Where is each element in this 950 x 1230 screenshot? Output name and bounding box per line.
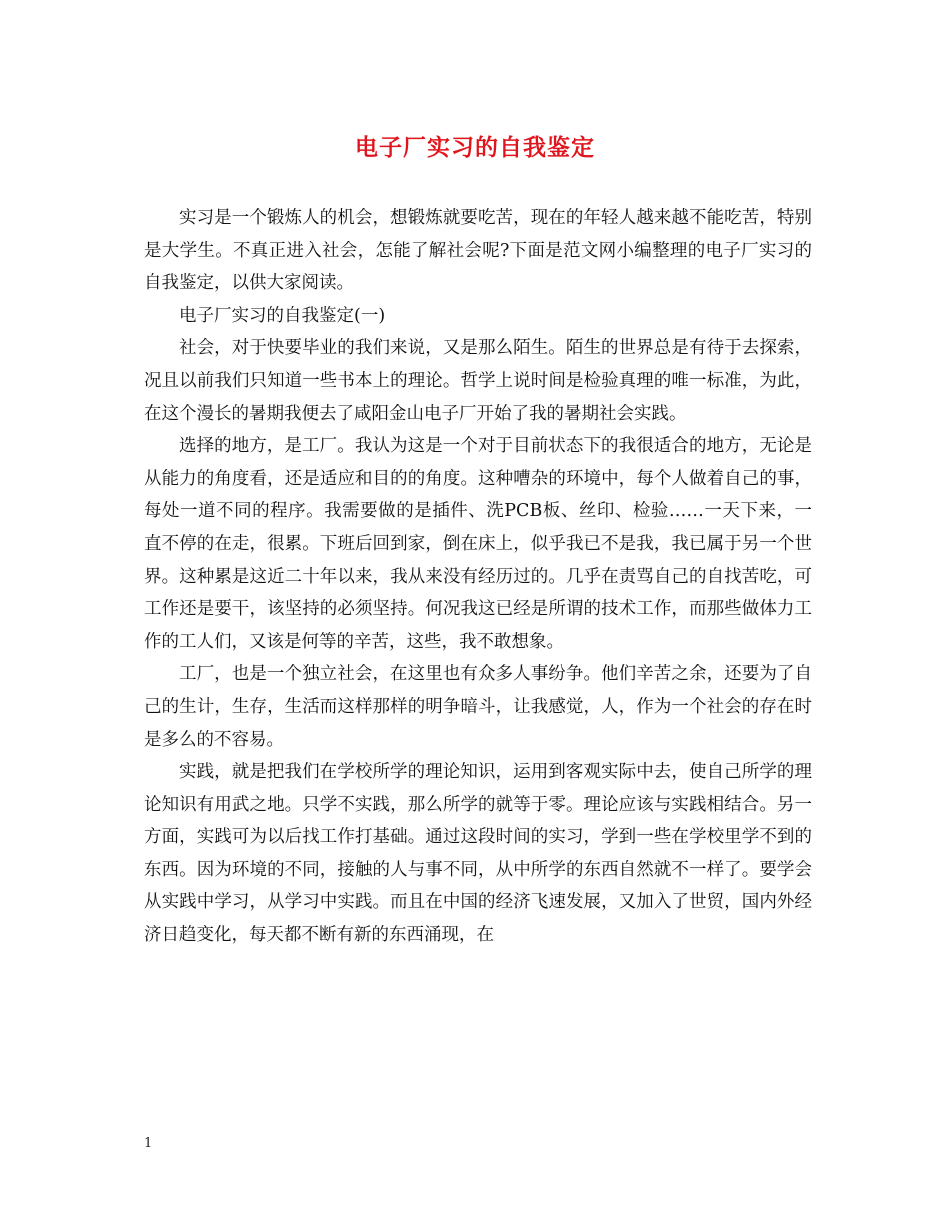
- paragraph-society: 社会，对于快要毕业的我们来说，又是那么陌生。陌生的世界总是有待于去探索，况且以前我们只知道一些书本上的理论。哲学上说时间是检验真理的唯一标准，为此，在这个漫长的暑期我便去了咸阳金山电子厂开始了我的暑期社会实践。: [144, 338, 812, 424]
- paragraph-factory-choice: 选择的地方，是工厂。我认为这是一个对于目前状态下的我很适合的地方，无论是从能力的角度看，还是适应和目的的角度。这种嘈杂的环境中，每个人做着自己的事，每处一道不同的程序。我需要做的是插件、洗PCB板、丝印、检验……一天下来，一直不停的在走，很累。下班后回到家，倒在床上，似乎我已不是我，我已属于另一个世界。这种累是这近二十年以来，我从来没有经历过的。几乎在责骂自己的自找苦吃，可工作还是要干，该坚持的必须坚持。何况我这已经是所谓的技术工作，而那些做体力工作的工人们，又该是何等的辛苦，这些，我不敢想象。: [144, 436, 812, 652]
- page-number: 1: [144, 1136, 153, 1151]
- paragraph-intro: 实习是一个锻炼人的机会，想锻炼就要吃苦，现在的年轻人越来越不能吃苦，特别是大学生。不真正进入社会，怎能了解社会呢?下面是范文网小编整理的电子厂实习的自我鉴定，以供大家阅读。: [144, 208, 812, 294]
- paragraph-practice: 实践，就是把我们在学校所学的理论知识，运用到客观实际中去，使自己所学的理论知识有用武之地。只学不实践，那么所学的就等于零。理论应该与实践相结合。另一方面，实践可为以后找工作打基础。通过这段时间的实习，学到一些在学校里学不到的东西。因为环境的不同，接触的人与事不同，从中所学的东西自然就不一样了。要学会从实践中学习，从学习中实践。而且在中国的经济飞速发展，又加入了世贸，国内外经济日趋变化，每天都不断有新的东西涌现，在: [144, 762, 812, 946]
- document-body: [144, 202, 812, 952]
- paragraph-factory-society: 工厂，也是一个独立社会，在这里也有众多人事纷争。他们辛苦之余，还要为了自己的生计，生存，生活而这样那样的明争暗斗，让我感觉，人，作为一个社会的存在时是多么的不容易。: [144, 664, 812, 750]
- page-title: 电子厂实习的自我鉴定: [355, 134, 595, 161]
- paragraph-subheading: 电子厂实习的自我鉴定(一): [179, 305, 386, 326]
